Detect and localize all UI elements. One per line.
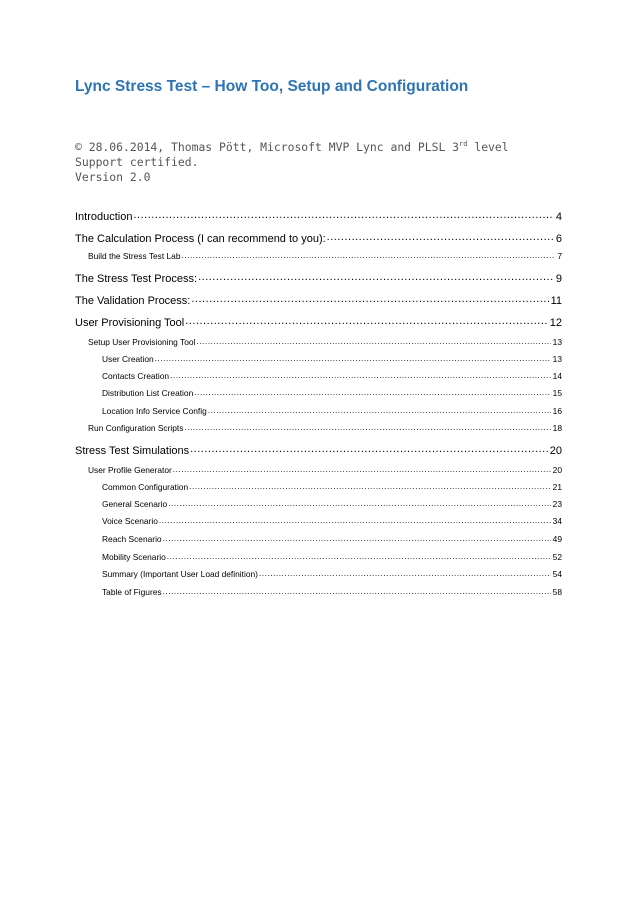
toc-leader-dots [191,293,548,304]
toc-entry[interactable] [75,443,562,457]
toc-leader-dots [182,251,556,259]
toc-entry[interactable] [75,534,562,544]
toc-entry-title: Common Configuration [102,482,189,493]
toc-entry-page: 21 [552,482,562,493]
toc-leader-dots [194,388,550,396]
toc-entry-title: User Profile Generator [88,465,172,476]
toc-entry[interactable] [75,569,562,579]
toc-entry-title: User Creation [102,354,154,365]
toc-entry[interactable] [75,231,562,245]
toc-entry[interactable] [75,552,562,562]
toc-entry-page: 34 [552,516,562,527]
toc-leader-dots [159,516,551,524]
toc-entry-page: 20 [549,445,562,457]
toc-leader-dots [327,231,554,242]
toc-entry-title: Voice Scenario [102,516,158,527]
toc-leader-dots [185,315,548,326]
toc-entry[interactable] [75,423,562,433]
toc-entry-title: Summary (Important User Load definition) [102,569,258,580]
meta-level-text: level [467,140,509,154]
meta-line-version: Version 2.0 [75,170,151,184]
toc-entry-page: 13 [552,337,562,348]
toc-entry-page: 58 [552,587,562,598]
toc-entry-title: The Calculation Process (I can recommend to you): [75,233,326,245]
toc-leader-dots [155,354,551,362]
toc-entry[interactable] [75,293,562,307]
toc-entry[interactable] [75,337,562,347]
toc-leader-dots [189,482,551,490]
document-title: Lync Stress Test – How Too, Setup and Configuration [75,78,469,95]
toc-entry-page: 13 [552,354,562,365]
toc-leader-dots [190,443,548,454]
toc-entry[interactable] [75,465,562,475]
toc-entry-page: 14 [552,371,562,382]
toc-entry-title: Location Info Service Config [102,406,207,417]
document-meta [75,140,509,185]
meta-line-copyright [75,140,509,155]
toc-entry[interactable] [75,271,562,285]
toc-entry-title: Table of Figures [102,587,162,598]
toc-entry-page: 4 [555,211,562,223]
toc-entry-page: 15 [552,388,562,399]
toc-leader-dots [168,499,550,507]
meta-superscript: rd [459,140,468,148]
toc-entry-title: Stress Test Simulations [75,445,190,457]
toc-entry[interactable] [75,388,562,398]
toc-entry-title: Contacts Creation [102,371,170,382]
toc-entry[interactable] [75,516,562,526]
toc-entry-page: 52 [552,552,562,563]
toc-entry-page: 11 [550,295,562,307]
toc-entry[interactable] [75,315,562,329]
toc-entry[interactable] [75,587,562,597]
toc-entry-page: 16 [552,406,562,417]
toc-entry-title: Reach Scenario [102,534,162,545]
toc-entry[interactable] [75,251,562,261]
toc-entry-page: 7 [557,251,562,262]
meta-line-certified: Support certified. [75,155,199,169]
toc-entry[interactable] [75,406,562,416]
toc-entry-title: User Provisioning Tool [75,317,185,329]
toc-leader-dots [259,569,551,577]
toc-leader-dots [167,552,551,560]
toc-leader-dots [163,534,551,542]
toc-entry-page: 54 [552,569,562,580]
toc-leader-dots [133,209,553,220]
toc-entry-title: Build the Stress Test Lab [88,251,181,262]
toc-leader-dots [198,271,554,282]
toc-leader-dots [170,371,551,379]
toc-leader-dots [196,337,550,345]
toc-entry-page: 6 [555,233,562,245]
toc-entry-page: 9 [555,273,562,285]
toc-leader-dots [173,465,551,473]
toc-entry-title: Mobility Scenario [102,552,166,563]
meta-copyright-text: © 28.06.2014, Thomas Pött, Microsoft MVP Lync and PLSL 3 [75,140,460,154]
toc-entry-title: General Scenario [102,499,168,510]
toc-entry-title: Setup User Provisioning Tool [88,337,196,348]
toc-entry-title: Introduction [75,211,133,223]
toc-entry[interactable] [75,354,562,364]
toc-leader-dots [184,423,550,431]
toc-entry-title: Run Configuration Scripts [88,423,184,434]
toc-entry-page: 49 [552,534,562,545]
toc-entry-title: The Validation Process: [75,295,191,307]
toc-entry[interactable] [75,499,562,509]
toc-entry-page: 12 [549,317,562,329]
toc-entry[interactable] [75,209,562,223]
toc-leader-dots [208,406,551,414]
toc-entry[interactable] [75,482,562,492]
toc-entry[interactable] [75,371,562,381]
toc-leader-dots [163,587,551,595]
toc-entry-page: 18 [552,423,562,434]
toc-entry-title: Distribution List Creation [102,388,194,399]
toc-entry-page: 23 [552,499,562,510]
toc-entry-page: 20 [552,465,562,476]
toc-entry-title: The Stress Test Process: [75,273,198,285]
